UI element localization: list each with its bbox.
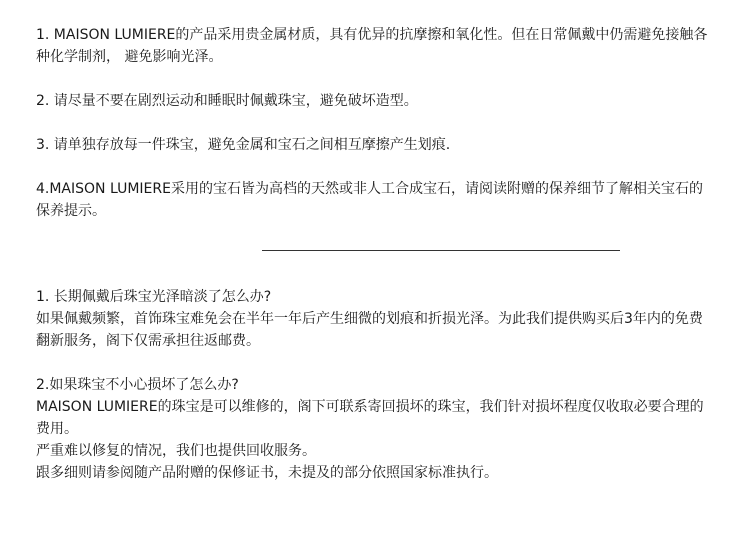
spacer <box>36 68 716 90</box>
faq-answer-2-line-3: 跟多细则请参阅随产品附赠的保修证书，未提及的部分依照国家标准执行。 <box>36 465 498 481</box>
spacer <box>36 112 716 134</box>
care-item-1: 1. MAISON LUMIERE的产品采用贵金属材质，具有优异的抗摩擦和氧化性。但在日常佩戴中仍需避免接触各种化学制剂， 避免影响光泽。 <box>36 27 708 65</box>
faq-answer-2-line-2: 严重难以修复的情况，我们也提供回收服务。 <box>36 443 316 459</box>
faq-question-2: 2.如果珠宝不小心损坏了怎么办? <box>36 377 239 393</box>
section-divider <box>36 240 716 262</box>
faq-answer-2-line-1: MAISON LUMIERE的珠宝是可以维修的，阁下可联系寄回损坏的珠宝，我们针对损坏程度仅收取必要合理的费用。 <box>36 399 704 437</box>
faq-answer-1: 如果佩戴频繁，首饰珠宝难免会在半年一年后产生细微的划痕和折损光泽。为此我们提供购买后3年内的免费翻新服务，阁下仅需承担往返邮费。 <box>36 311 703 349</box>
care-item-3: 3. 请单独存放每一件珠宝，避免金属和宝石之间相互摩擦产生划痕. <box>36 137 451 153</box>
faq-item-2 <box>36 374 716 484</box>
spacer <box>36 156 716 178</box>
spacer <box>36 352 716 374</box>
faq-question-1: 1. 长期佩戴后珠宝光泽暗淡了怎么办? <box>36 289 272 305</box>
care-item-2: 2. 请尽量不要在剧烈运动和睡眠时佩戴珠宝，避免破坏造型。 <box>36 93 418 109</box>
care-item-4: 4.MAISON LUMIERE采用的宝石皆为高档的天然或非人工合成宝石，请阅读附赠的保养细节了解相关宝石的保养提示。 <box>36 181 703 219</box>
faq-item-1 <box>36 286 716 352</box>
divider-line <box>262 250 620 251</box>
